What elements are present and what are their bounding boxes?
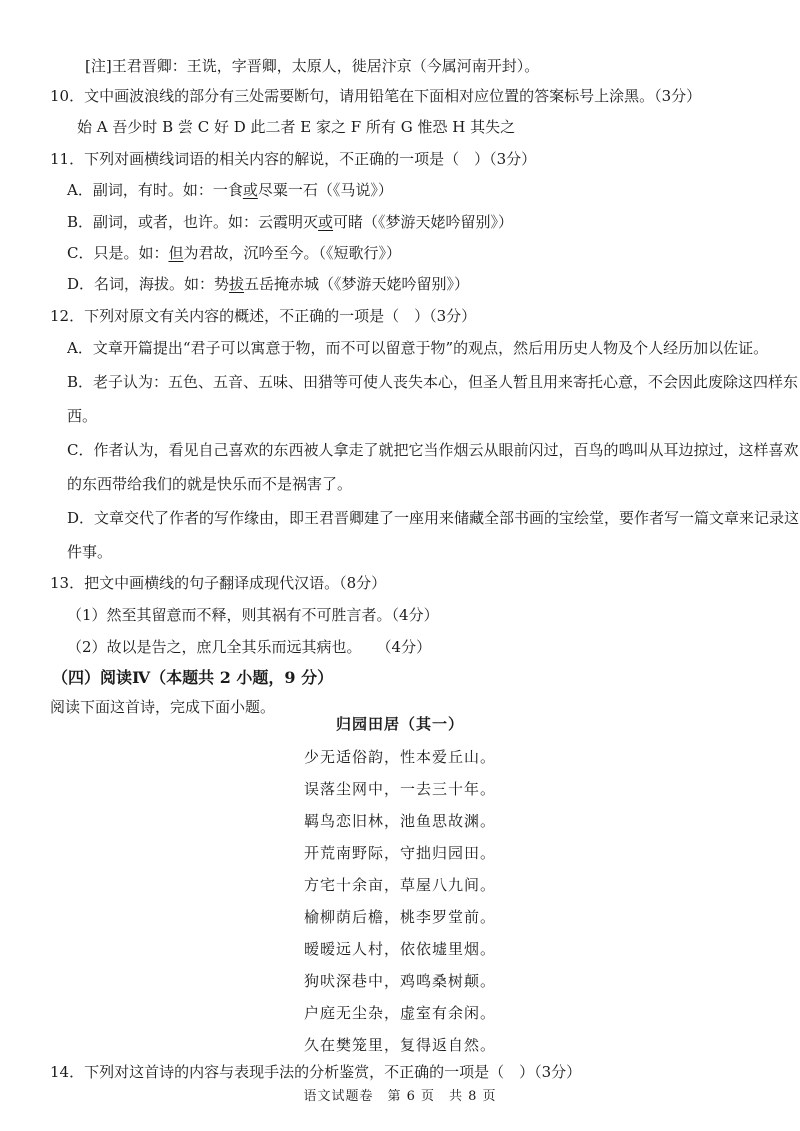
underlined-word: 或 — [318, 213, 334, 231]
poem-line: 户庭无尘杂，虚室有余闲。 — [303, 1004, 496, 1022]
section-intro: 阅读下面这首诗，完成下面小题。 — [50, 698, 276, 716]
q11-option-b: B．副词，或者，也许。如：云霞明灭或可睹（《梦游天姥吟留别》） — [67, 213, 514, 231]
q14-stem: 14．下列对这首诗的内容与表现手法的分析鉴赏，不正确的一项是（ ）（3分） — [50, 1063, 582, 1081]
q10-stem: 10．文中画波浪线的部分有三处需要断句，请用铅笔在下面相对应位置的答案标号上涂黑。（3分） — [50, 87, 702, 105]
q13-sentence-2: （2）故以是告之，庶几全其乐而远其病也。 （4分） — [67, 638, 432, 656]
q12-option-c-line2: 的东西带给我们的就是快乐而不是祸害了。 — [67, 475, 353, 493]
q11-option-a: A．副词，有时。如：一食或尽粟一石（《马说》） — [67, 181, 393, 199]
underlined-word: 但 — [168, 244, 184, 262]
poem-line: 狗吠深巷中，鸡鸣桑树颠。 — [303, 972, 496, 990]
annotation-note: [注]王君晋卿：王诜，字晋卿，太原人，徙居汴京（今属河南开封）。 — [85, 57, 540, 75]
q12-option-d-line2: 件事。 — [67, 543, 113, 561]
q13-stem: 13．把文中画横线的句子翻译成现代汉语。（8分） — [50, 574, 387, 592]
page-footer: 语文试题卷 第 6 页 共 8 页 — [303, 1089, 497, 1104]
q11-stem: 11．下列对画横线词语的相关内容的解说，不正确的一项是（ ）（3分） — [50, 150, 537, 168]
poem-line: 少无适俗韵，性本爱丘山。 — [303, 748, 496, 766]
q12-option-b-line2: 西。 — [67, 407, 98, 425]
poem-line: 误落尘网中，一去三十年。 — [303, 780, 496, 798]
q12-option-b-line1: B．老子认为：五色、五音、五味、田猎等可使人丧失本心，但圣人暂且用来寄托心意，不会因此废除这四样东 — [67, 373, 799, 391]
q12-option-d-line1: D．文章交代了作者的写作缘由，即王君晋卿建了一座用来储藏全部书画的宝绘堂，要作者写一篇文章来记录这 — [67, 509, 800, 527]
poem-line: 开荒南野际，守拙归园田。 — [303, 844, 496, 862]
poem-line: 榆柳荫后檐，桃李罗堂前。 — [303, 908, 496, 926]
underlined-word: 或 — [242, 181, 258, 199]
q11-option-c: C．只是。如：但为君故，沉吟至今。（《短歌行》） — [67, 244, 402, 262]
q13-sentence-1: （1）然至其留意而不释，则其祸有不可胜言者。（4分） — [67, 606, 439, 624]
poem-line: 久在樊笼里，复得返自然。 — [303, 1036, 496, 1054]
q12-stem: 12．下列对原文有关内容的概述，不正确的一项是（ ）（3分） — [50, 307, 477, 325]
section-heading: （四）阅读Ⅳ（本题共 2 小题，9 分） — [52, 668, 334, 687]
poem-title: 归园田居（其一） — [335, 715, 464, 733]
q12-option-a: A．文章开篇提出“君子可以寓意于物，而不可以留意于物”的观点，然后用历史人物及个人经历加以佐证。 — [67, 339, 769, 357]
q10-options-line: 始 A 吾少时 B 尝 C 好 D 此二者 E 家之 F 所有 G 惟恐 H 其失之 — [77, 118, 516, 136]
q11-option-d: D．名词，海拔。如：势拔五岳掩赤城（《梦游天姥吟留别》） — [67, 275, 470, 293]
q12-option-c-line1: C．作者认为，看见自己喜欢的东西被人拿走了就把它当作烟云从眼前闪过，百鸟的鸣叫从耳边掠过，这样喜欢 — [67, 441, 799, 459]
underlined-word: 拔 — [229, 275, 245, 293]
poem-line: 暧暧远人村，依依墟里烟。 — [303, 940, 496, 958]
poem-line: 羁鸟恋旧林，池鱼思故渊。 — [303, 812, 496, 830]
poem-line: 方宅十余亩，草屋八九间。 — [303, 876, 496, 894]
